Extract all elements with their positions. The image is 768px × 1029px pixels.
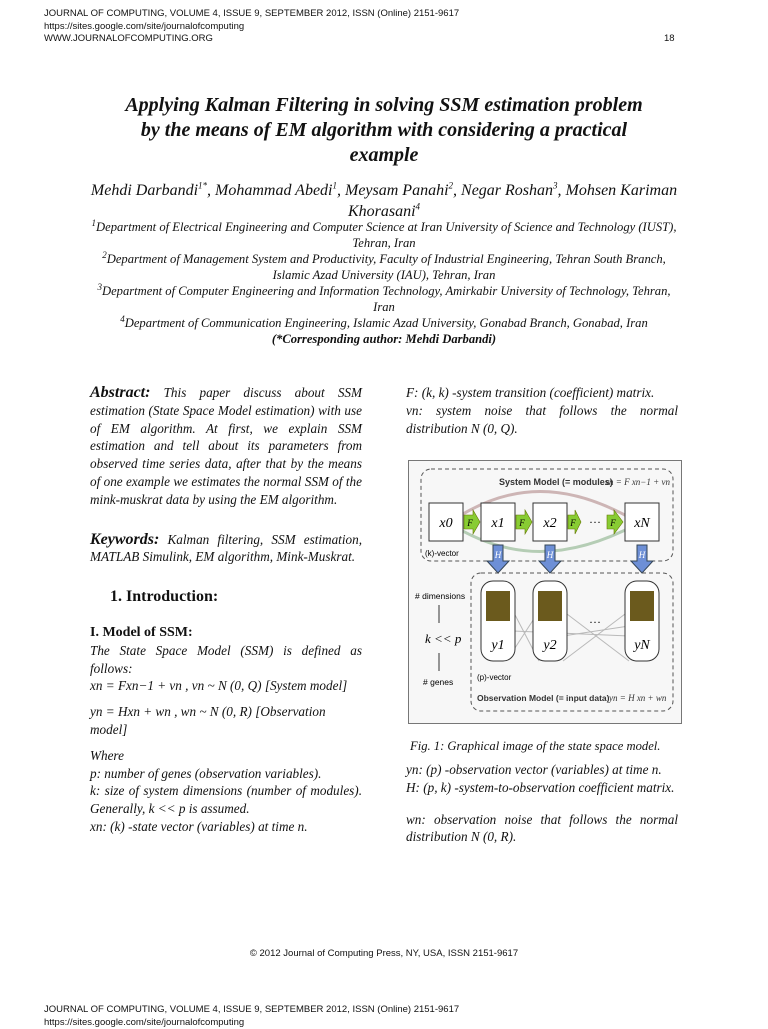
author-name: , Negar Roshan [453, 182, 553, 199]
affiliations [90, 219, 678, 347]
left-column [90, 384, 362, 836]
definition-k: k: size of system dimensions (number of modules). Generally, k << p is assumed. [90, 782, 362, 818]
affil-sup: 1 [92, 218, 97, 228]
running-header [44, 8, 684, 46]
definition-H: H: (p, k) -system-to-observation coefficient matrix. [406, 779, 678, 797]
abstract [90, 384, 362, 509]
section-heading-introduction: 1. Introduction: [110, 588, 362, 606]
h-label: H [638, 550, 646, 560]
definition-vn: vn: system noise that follows the normal distribution N (0, Q). [406, 402, 678, 438]
f-label: F [569, 518, 576, 528]
title-line: example [70, 143, 698, 168]
affiliation-1 [90, 219, 678, 251]
author-sup: 2 [449, 181, 454, 191]
figure-caption: Fig. 1: Graphical image of the state space model. [410, 739, 686, 754]
figure-diagram [409, 461, 681, 723]
y-node-label: yN [632, 638, 650, 653]
keywords [90, 531, 362, 567]
x-node-label: x0 [438, 516, 452, 531]
genes-label: # genes [423, 677, 453, 687]
cross-links [513, 611, 629, 661]
copyright-footer: © 2012 Journal of Computing Press, NY, USA, ISSN 2151-9617 [0, 948, 768, 959]
k-vector-label: (k)-vector [425, 549, 459, 558]
author-name: , Meysam Panahi [337, 182, 449, 199]
affiliation-4 [90, 315, 678, 331]
observation-model-label: Observation Model (= input data) [477, 693, 610, 703]
intro-paragraph: The State Space Model (SSM) is defined as follows: [90, 642, 362, 678]
where-label: Where [90, 747, 362, 765]
author-list [80, 180, 688, 222]
subsection-heading: I. Model of SSM: [90, 624, 362, 642]
keywords-heading: Keywords: [90, 531, 159, 548]
x-node-2 [533, 503, 567, 541]
p-vector-label: (p)-vector [477, 673, 512, 682]
observation-model-equation: yn = H xn + wn [608, 693, 667, 703]
y-node-2 [533, 581, 567, 661]
system-model-label: System Model (= modules) [499, 477, 613, 487]
definition-wn: wn: observation noise that follows the normal distribution N (0, R). [406, 811, 678, 847]
definition-p: p: number of genes (observation variables). [90, 765, 362, 783]
title-line: Applying Kalman Filtering in solving SSM estimation problem [70, 93, 698, 118]
affil-text: Department of Electrical Engineering and Computer Science at Iran University of Science and Technology (IUST), Tehran, Iran [96, 220, 676, 250]
journal-line: JOURNAL OF COMPUTING, VOLUME 4, ISSUE 9, SEPTEMBER 2012, ISSN (Online) 2151-9617 [44, 1004, 684, 1017]
ellipsis: ··· [589, 615, 601, 629]
observation-equation: yn = Hxn + wn , wn ~ N (0, R) [Observation model] [90, 703, 362, 739]
y-node-N [625, 581, 659, 661]
ellipsis: ··· [589, 515, 601, 529]
author-name: , Mohammad Abedi [207, 182, 332, 199]
y-node-label: y2 [541, 638, 556, 653]
affil-sup: 3 [97, 282, 102, 292]
definition-xn: xn: (k) -state vector (variables) at time n. [90, 818, 362, 836]
corresponding-author: (*Corresponding author: Mehdi Darbandi) [90, 331, 678, 347]
x-node-label: x2 [542, 516, 556, 531]
definition-F: F: (k, k) -system transition (coefficient) matrix. [406, 384, 678, 402]
right-column-bottom [406, 761, 678, 846]
author-sup: 1* [198, 181, 207, 191]
right-column-top [406, 384, 678, 437]
author-name: Mehdi Darbandi [91, 182, 198, 199]
affiliation-2 [90, 251, 678, 283]
x-node-label: x1 [490, 516, 504, 531]
abstract-text: This paper discuss about SSM estimation (State Space Model estimation) with use of EM algorithm. At first, we explain SSM estimation and tell about its parameters from observed time series data, after that by the means of one example we estimates the normal SSM of the mink-muskrat data by using the EM algorithm. [90, 385, 362, 507]
x-node-N [625, 503, 659, 541]
affil-text: Department of Communication Engineering, Islamic Azad University, Gonabad Branch, Gonabad, Iran [125, 316, 648, 330]
system-equation: xn = Fxn−1 + vn , vn ~ N (0, Q) [System model] [90, 677, 362, 695]
y-node-label: y1 [489, 638, 504, 653]
x-node-label: xN [633, 516, 650, 531]
journal-site[interactable]: WWW.JOURNALOFCOMPUTING.ORG [44, 33, 684, 46]
x-node-0 [429, 503, 463, 541]
next-page-header [44, 1004, 684, 1029]
f-label: F [466, 518, 473, 528]
page-number: 18 [664, 33, 675, 44]
definition-yn: yn: (p) -observation vector (variables) at time n. [406, 761, 678, 779]
f-label: F [518, 518, 525, 528]
affiliation-3 [90, 283, 678, 315]
f-arrow-3 [568, 510, 581, 534]
affil-text: Department of Management System and Productivity, Faculty of Industrial Engineering, Tehran South Branch, Islamic Azad University (IAU), Tehran, Iran [107, 252, 666, 282]
affil-sup: 2 [102, 250, 107, 260]
affil-sup: 4 [120, 314, 125, 324]
title-line: by the means of EM algorithm with considering a practical [70, 118, 698, 143]
affil-text: Department of Computer Engineering and Information Technology, Amirkabir University of Technology, Tehran, Iran [102, 284, 671, 314]
keywords-text: Kalman filtering, SSM estimation, MATLAB Simulink, EM algorithm, Mink-Muskrat. [90, 532, 362, 565]
f-label: F [609, 518, 616, 528]
state-space-figure [408, 460, 682, 724]
journal-url[interactable]: https://sites.google.com/site/journalofcomputing [44, 1017, 684, 1029]
h-label: H [494, 550, 502, 560]
x-node-1 [481, 503, 515, 541]
author-name: , Mohsen Kariman Khorasani [348, 182, 677, 220]
journal-url[interactable]: https://sites.google.com/site/journalofcomputing [44, 21, 684, 34]
k-less-p-label: k << p [425, 631, 462, 646]
journal-line: JOURNAL OF COMPUTING, VOLUME 4, ISSUE 9, SEPTEMBER 2012, ISSN (Online) 2151-9617 [44, 8, 684, 21]
h-label: H [546, 550, 554, 560]
dimensions-label: # dimensions [415, 591, 465, 601]
author-sup: 4 [416, 202, 421, 212]
author-sup: 1 [332, 181, 337, 191]
system-model-equation: xn = F xn−1 + vn [604, 477, 670, 487]
paper-title [70, 93, 698, 168]
y-node-1 [481, 581, 515, 661]
abstract-heading: Abstract: [90, 384, 150, 401]
author-sup: 3 [553, 181, 558, 191]
f-arrow-2 [516, 510, 532, 534]
